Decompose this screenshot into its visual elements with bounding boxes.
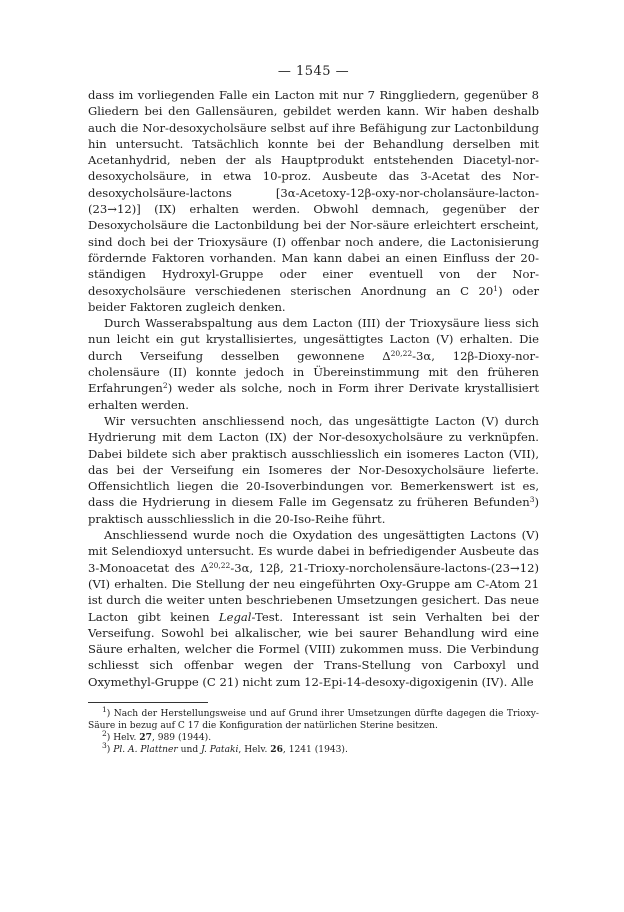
text-run: , 1241 (1943). xyxy=(282,744,348,755)
text-run: -3α, 12β, 21-Trioxy-norcholensäure-lactons-(23→12) (VI) erhalten. Die Stellung der neu eingeführten Oxy-Gruppe am C-Atom 21 ist durch die weiter unten beschriebenen Umsetzungen gesichert. Das neue Lacton gibt keinen xyxy=(88,560,539,624)
text-run: Durch Wasserabspaltung aus dem Lacton (III) der Trioxysäure liess sich nun leicht ein gut krystallisiertes, ungesättigtes Lacton (V) erhalten. Die durch Verseifung desselben gewonnene Δ xyxy=(88,316,539,363)
text-run: dass im vorliegenden Falle ein Lacton mit nur 7 Ringgliedern, gegenüber 8 Gliedern bei den Gallensäuren, gebildet werden kann. Wir haben deshalb auch die Nor-desoxycholsäure selbst auf ihre Befähigung zur Lactonbildung hin untersucht. Tatsächlich konnte bei der Behandlung derselben mit Acetanhydrid, neben der als Hauptprodukt entstehenden Diacetyl-nor-desoxycholsäure, in etwa 10-proz. Ausbeute das 3-Acetat des Nor-desoxycholsäure-lactons [3α-Acetoxy-12β-oxy-nor-cholansäure-lacton-(23→12)] (IX) erhalten werden. Obwohl demnach, gegenüber der Desoxycholsäure die Lactonbildung bei der Nor-säure erleichtert erscheint, sind doch bei der Trioxysäure (I) offenbar noch andere, die Lactonisierung fördernde Faktoren vorhanden. Man kann dabei an einen Einfluss der 20-ständigen Hydroxyl-Gruppe oder einer eventuell von der Nor-desoxycholsäure verschiedenen sterischen Anordnung an C 20 xyxy=(88,88,539,298)
body-paragraph xyxy=(88,87,539,315)
text-run: , 989 (1944). xyxy=(151,732,212,743)
body-text xyxy=(88,87,539,690)
text-run: Wir versuchten anschliessend noch, das ungesättigte Lacton (V) durch Hydrierung mit dem Lacton (IX) der Nor-desoxycholsäure zu verknüpfen. Dabei bildete sich aber praktisch ausschliesslich ein isomeres Lacton (VII), das bei der Verseifung ein Isomeres der Nor-Desoxycholsäure lieferte. Offensichtlich liegen die 20-Isoverbindungen vor. Bemerkenswert ist es, dass die Hydrierung in diesem Falle im Gegensatz zu früheren Befunden xyxy=(88,413,539,510)
footnotes xyxy=(88,704,539,756)
footnote-marker: 2 xyxy=(102,728,107,738)
page-number: — 1545 — xyxy=(277,64,350,79)
text-run: ) weder als solche, noch in Form ihrer Derivate krystallisiert erhalten werden. xyxy=(88,381,539,412)
text-run: und xyxy=(177,744,202,755)
footnote xyxy=(88,728,539,744)
text-run: -3α, 12β-Dioxy-nor-cholensäure (II) konnte jedoch in Übereinstimmung mit den früheren Erfahrungen xyxy=(88,348,539,396)
text-run: ) oder beider Faktoren zugleich denken. xyxy=(88,283,539,314)
body-paragraph xyxy=(88,413,539,527)
text-run: ) Helv. xyxy=(106,732,140,743)
footnote xyxy=(88,740,539,756)
text-run: ) xyxy=(106,744,114,755)
footnote-marker: 20,22 xyxy=(390,348,413,358)
body-paragraph xyxy=(88,315,539,413)
text-run: , Helv. xyxy=(238,744,271,755)
footnote-marker: 3 xyxy=(529,495,535,505)
footnote-divider xyxy=(88,702,208,703)
text-run: Legal xyxy=(218,609,252,624)
journal-page xyxy=(88,64,539,756)
text-run: -Test. Interessant ist sein Verhalten bei der Verseifung. Sowohl bei alkalischer, wie bei saurer Behandlung wird eine Säure erhalten, welcher die Formel (VIII) zukommen muss. Die Verbindung schliesst sich offenbar wegen der Trans-Stellung von Carboxyl und Oxymethyl-Gruppe (C 21) nicht zum 12-Epi-14-desoxy-digoxigenin (IV). Alle xyxy=(88,609,539,689)
body-paragraph xyxy=(88,527,539,690)
footnote-marker: 2 xyxy=(162,381,168,391)
footnote-marker: 3 xyxy=(102,740,107,750)
text-run: 26 xyxy=(270,743,283,755)
text-run: 27 xyxy=(139,731,152,743)
text-run: ) Nach der Herstellungsweise und auf Grund ihrer Umsetzungen dürfte dagegen die Trioxy-Säure in bezug auf C 17 die Konfiguration der natürlichen Sterine besitzen. xyxy=(88,708,539,731)
text-run: J. Pataki xyxy=(201,744,239,755)
footnote-marker: 1 xyxy=(102,704,107,714)
text-run: Pl. A. Plattner xyxy=(113,744,178,755)
footnote xyxy=(88,704,539,732)
footnote-marker: 20,22 xyxy=(208,560,231,570)
text-run: ) praktisch ausschliesslich in die 20-Iso-Reihe führt. xyxy=(88,495,539,526)
footnote-marker: 1 xyxy=(493,283,499,293)
text-run: Anschliessend wurde noch die Oxydation des ungesättigten Lactons (V) mit Selendioxyd untersucht. Es wurde dabei in befriedigender Ausbeute das 3-Monoacetat des Δ xyxy=(88,528,539,575)
